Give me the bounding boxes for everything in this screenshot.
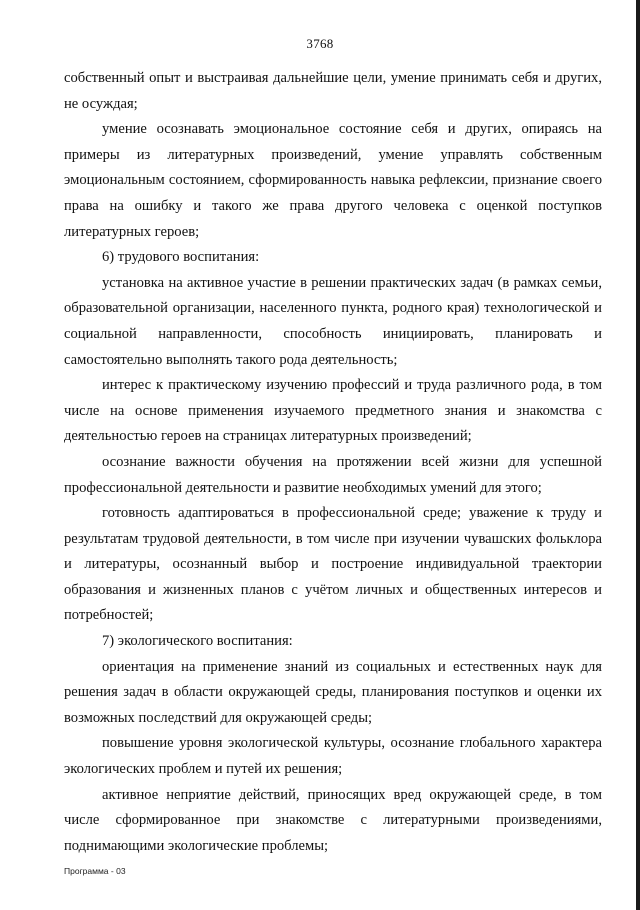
page-number: 3768 xyxy=(306,36,334,51)
paragraph-9: ориентация на применение знаний из социальных и естественных наук для решения задач в области окружающей среды, планирования поступков и оценки их возможных последствий для окружающей среды; xyxy=(64,658,602,726)
paragraph-1: собственный опыт и выстраивая дальнейшие цели, умение принимать себя и других, не осуждая; xyxy=(64,70,602,112)
section-heading-ecological-education: 7) экологического воспитания: xyxy=(102,633,293,650)
paragraph-2: умение осознавать эмоциональное состояние себя и других, опираясь на примеры из литературных произведений, умение управлять собственным эмоциональным состоянием, сформированность навыка рефлексии, признание своего права на ошибку и такого же права другого человека с оценкой поступков литературных героев; xyxy=(64,121,602,240)
scan-edge xyxy=(636,0,640,910)
paragraph-5: интерес к практическому изучению профессий и труда различного рода, в том числе на основе применения изучаемого предметного знания и знакомства с деятельностью героев на страницах литературных произведений; xyxy=(64,377,602,445)
paragraph-6: осознание важности обучения на протяжении всей жизни для успешной профессиональной деятельности и развитие необходимых умений для этого; xyxy=(64,453,602,496)
document-body xyxy=(64,66,602,859)
paragraph-7: готовность адаптироваться в профессиональной среде; уважение к труду и результатам трудовой деятельности, в том числе при изучении чувашских фольклора и литературы, осознанный выбор и построение индивидуальной траектории образования и жизненных планов с учётом личных и общественных интересов и потребностей; xyxy=(64,505,602,624)
paragraph-10: повышение уровня экологической культуры, осознание глобального характера экологических проблем и путей их решения; xyxy=(64,735,602,778)
section-heading-labor-education: 6) трудового воспитания: xyxy=(102,249,260,266)
paragraph-11: активное неприятие действий, приносящих вред окружающей среде, в том числе сформированное при знакомстве с литературными произведениями, поднимающими экологические проблемы; xyxy=(64,786,602,854)
page-footer: Программа - 03 xyxy=(64,866,126,876)
paragraph-4: установка на активное участие в решении практических задач (в рамках семьи, образовательной организации, населенного пункта, родного края) технологической и социальной направленности, способность инициировать, планировать и самостоятельно выполнять такого рода деятельность; xyxy=(64,274,602,368)
